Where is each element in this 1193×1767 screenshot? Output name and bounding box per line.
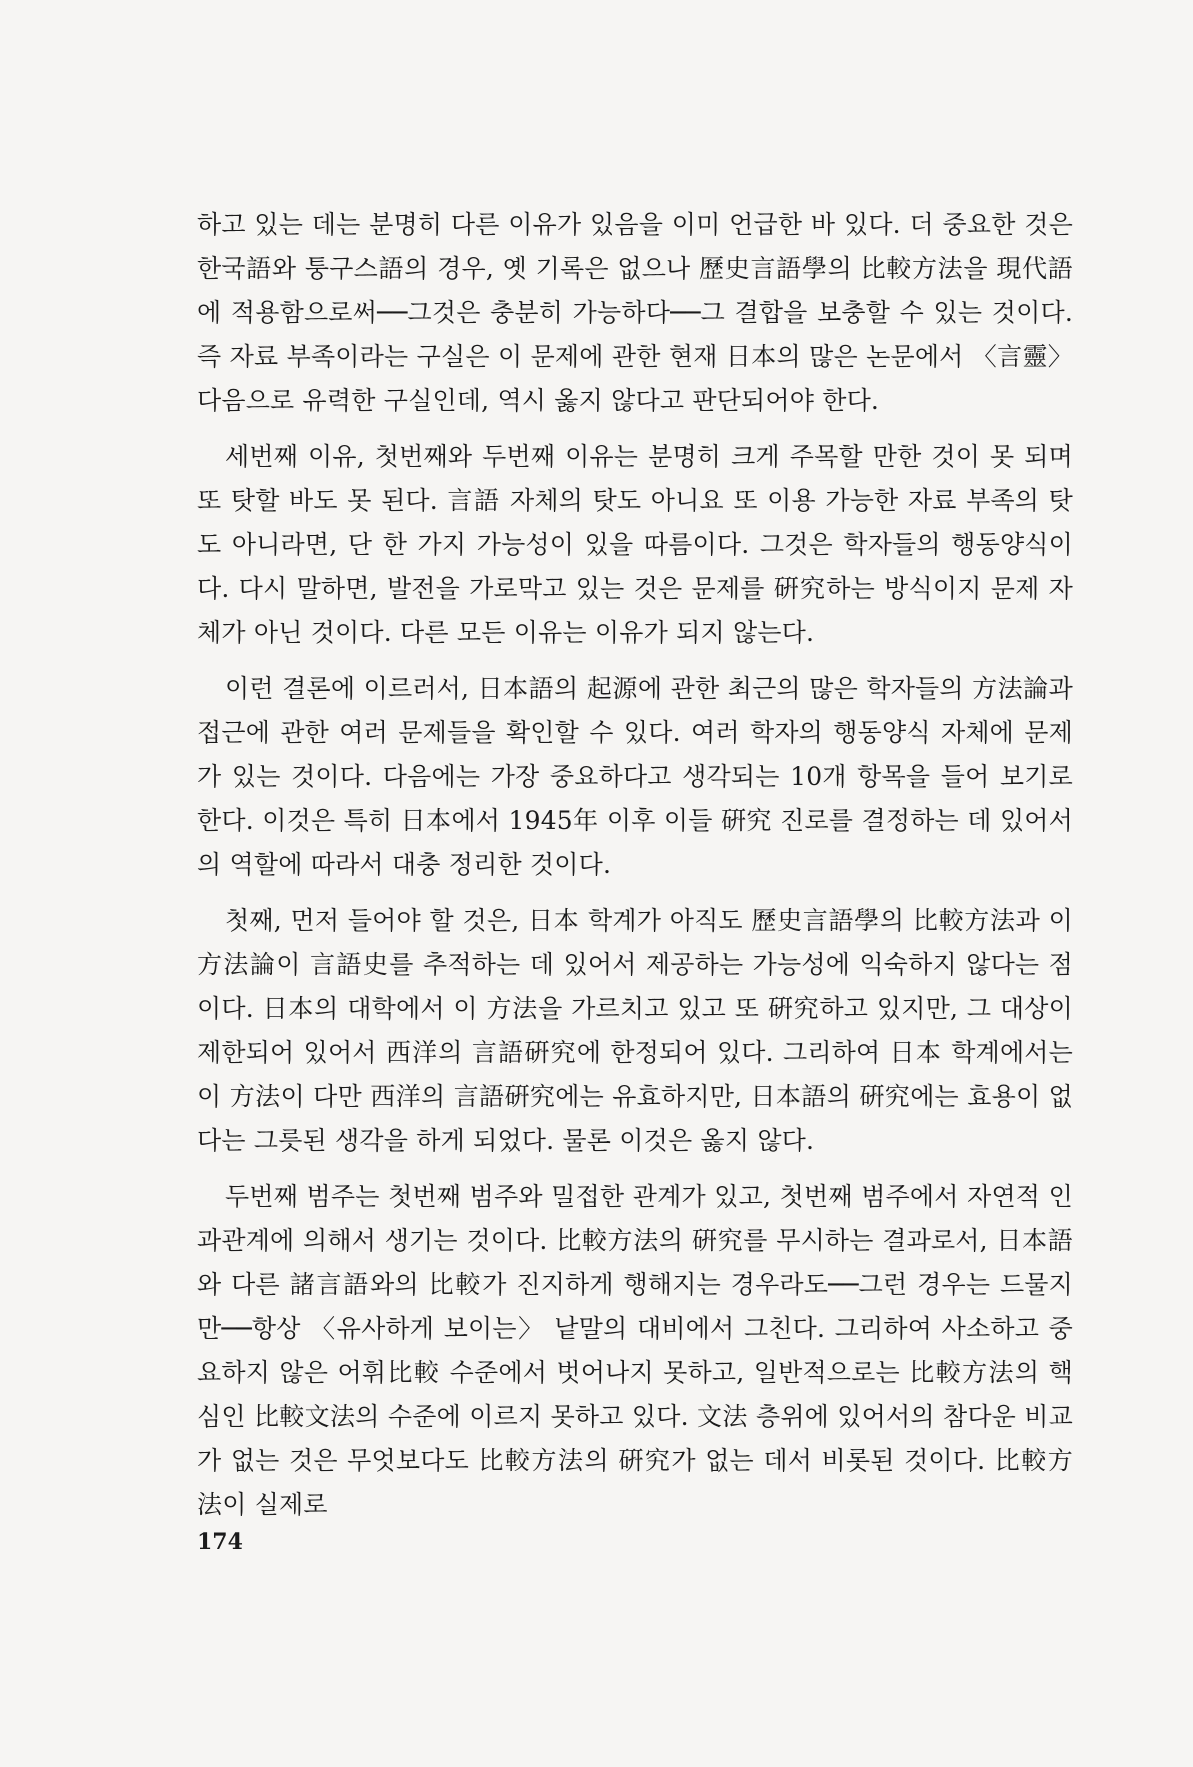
paragraph-conclusion: 이런 결론에 이르러서, 日本語의 起源에 관한 최근의 많은 학자들의 方法論과 접근에 관한 여러 문제들을 확인할 수 있다. 여러 학자의 행동양식 자체에 문제가 있는 것이다. 다음에는 가장 중요하다고 생각되는 10개 항목을 들어 보기로 한다. 이것은 특히 日本에서 1945年 이후 이들 硏究 진로를 결정하는 데 있어서의 역할에 따라서 대충 정리한 것이다. bbox=[197, 674, 1073, 879]
paragraph-second-category: 두번째 범주는 첫번째 범주와 밀접한 관계가 있고, 첫번째 범주에서 자연적 인과관계에 의해서 생기는 것이다. 比較方法의 硏究를 무시하는 결과로서, 日本語와 다른 諸言語와의 比較가 진지하게 행해지는 경우라도──그런 경우는 드물지만──항상 〈유사하게 보이는〉 낱말의 대비에서 그친다. 그리하여 사소하고 중요하지 않은 어휘比較 수준에서 벗어나지 못하고, 일반적으로는 比較方法의 핵심인 比較文法의 수준에 이르지 못하고 있다. 文法 층위에 있어서의 참다운 비교가 없는 것은 무엇보다도 比較方法의 硏究가 없는 데서 비롯된 것이다. 比較方法이 실제로 bbox=[197, 1182, 1073, 1519]
paragraph-continuation: 하고 있는 데는 분명히 다른 이유가 있음을 이미 언급한 바 있다. 더 중요한 것은 한국語와 퉁구스語의 경우, 옛 기록은 없으나 歷史言語學의 比較方法을 現代語에 적용함으로써──그것은 충분히 가능하다──그 결합을 보충할 수 있는 것이다. 즉 자료 부족이라는 구실은 이 문제에 관한 현재 日本의 많은 논문에서 〈言靈〉 다음으로 유력한 구실인데, 역시 옳지 않다고 판단되어야 한다. bbox=[197, 210, 1073, 415]
page-number: 174 bbox=[197, 1529, 243, 1555]
paragraph-first-category: 첫째, 먼저 들어야 할 것은, 日本 학계가 아직도 歷史言語學의 比較方法과 이 方法論이 言語史를 추적하는 데 있어서 제공하는 가능성에 익숙하지 않다는 점이다. 日本의 대학에서 이 方法을 가르치고 있고 또 硏究하고 있지만, 그 대상이 제한되어 있어서 西洋의 言語硏究에 한정되어 있다. 그리하여 日本 학계에서는 이 方法이 다만 西洋의 言語硏究에는 유효하지만, 日本語의 硏究에는 효용이 없다는 그릇된 생각을 하게 되었다. 물론 이것은 옳지 않다. bbox=[197, 906, 1073, 1155]
paragraph-third-reason: 세번째 이유, 첫번째와 두번째 이유는 분명히 크게 주목할 만한 것이 못 되며 또 탓할 바도 못 된다. 言語 자체의 탓도 아니요 또 이용 가능한 자료 부족의 탓도 아니라면, 단 한 가지 가능성이 있을 따름이다. 그것은 학자들의 행동양식이다. 다시 말하면, 발전을 가로막고 있는 것은 문제를 硏究하는 방식이지 문제 자체가 아닌 것이다. 다른 모든 이유는 이유가 되지 않는다. bbox=[197, 442, 1073, 647]
body-text bbox=[197, 203, 1073, 1539]
